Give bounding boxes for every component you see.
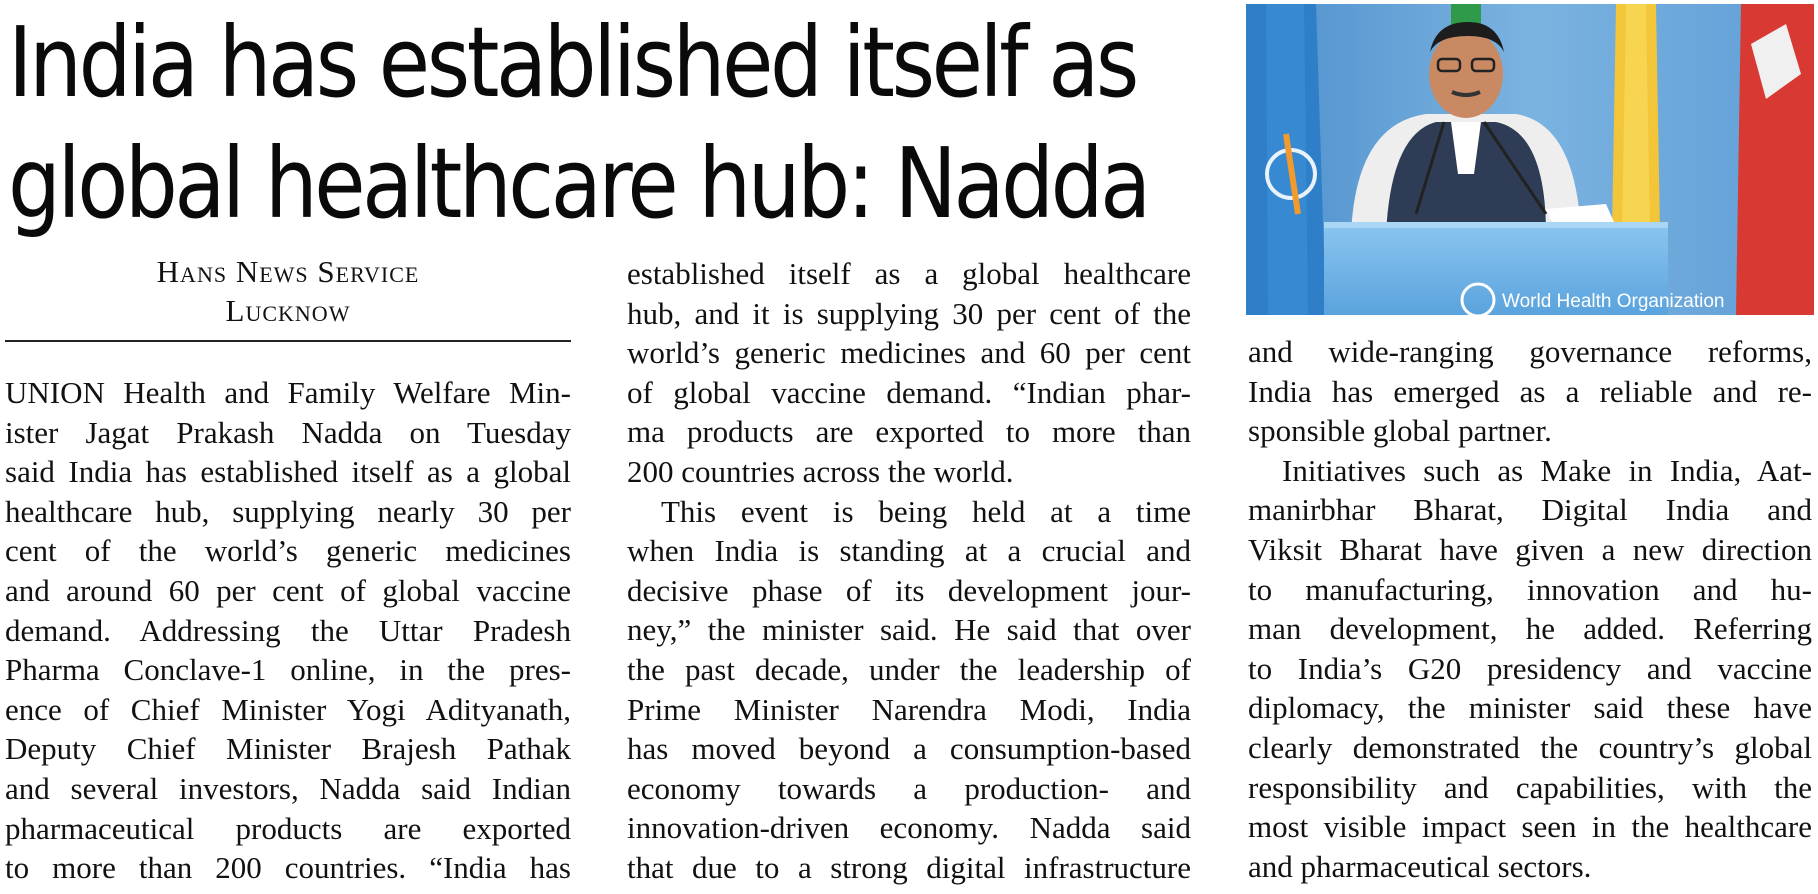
body-line: diplomacy, the minister said these have (1248, 690, 1812, 726)
body-line: that due to a strong digital infrastructure (627, 849, 1191, 885)
body-line: sponsible global partner. (1248, 413, 1552, 449)
body-line: innovation-driven economy. Nadda said (627, 810, 1191, 846)
byline-divider (5, 340, 571, 342)
body-line: said India has established itself as a global (5, 454, 571, 490)
body-line: ister Jagat Prakash Nadda on Tuesday (5, 414, 571, 450)
body-line: when India is standing at a crucial and (627, 533, 1191, 569)
body-line: clearly demonstrated the country’s global (1248, 729, 1812, 765)
body-line: and pharmaceutical sectors. (1248, 848, 1592, 884)
body-line: ma products are exported to more than (627, 414, 1191, 450)
body-line: manirbhar Bharat, Digital India and (1248, 492, 1812, 528)
body-line: healthcare hub, supplying nearly 30 per (5, 493, 571, 529)
podium-text: World Health Organization (1502, 291, 1725, 312)
body-line: decisive phase of its development jour- (627, 572, 1191, 608)
article-column-3 (1248, 332, 1812, 886)
byline-location: Lucknow (225, 293, 351, 328)
body-line: to India’s G20 presidency and vaccine (1248, 650, 1812, 686)
byline-agency: Hans News Service (156, 254, 420, 289)
body-line: to more than 200 countries. “India has (5, 850, 571, 886)
body-line: Deputy Chief Minister Brajesh Pathak (5, 731, 571, 767)
article-photo (1246, 4, 1814, 315)
body-line: responsibility and capabilities, with the (1248, 769, 1812, 805)
body-line: world’s generic medicines and 60 per cent (627, 335, 1191, 371)
body-line: Prime Minister Narendra Modi, India (627, 691, 1191, 727)
article-column-2 (627, 254, 1191, 888)
body-line: India has emerged as a reliable and re- (1248, 373, 1812, 409)
body-line: Initiatives such as Make in India, Aat- (1282, 452, 1812, 488)
body-line: the past decade, under the leadership of (627, 651, 1191, 687)
headline (8, 2, 1148, 244)
byline (5, 252, 571, 330)
body-line: pharmaceutical products are exported (5, 810, 571, 846)
article-column-1 (5, 373, 571, 888)
body-line: Pharma Conclave-1 online, in the pres- (5, 652, 571, 688)
body-line: 200 countries across the world. (627, 453, 1014, 489)
body-line: man development, he added. Referring (1248, 611, 1812, 647)
minister-at-podium-illustration (1246, 4, 1814, 315)
body-line: UNION Health and Family Welfare Min- (5, 375, 571, 410)
body-line: demand. Addressing the Uttar Pradesh (5, 612, 571, 648)
headline-line-2: global healthcare hub: Nadda (8, 127, 1148, 240)
body-line: established itself as a global healthcare (627, 256, 1191, 291)
body-line: and around 60 per cent of global vaccine (5, 572, 571, 608)
body-line: economy towards a production- and (627, 770, 1191, 806)
body-line: and several investors, Nadda said Indian (5, 770, 571, 806)
body-line: to manufacturing, innovation and hu- (1248, 571, 1812, 607)
body-line: cent of the world’s generic medicines (5, 533, 571, 569)
body-line: Viksit Bharat have given a new direction (1248, 531, 1812, 567)
body-line: and wide-ranging governance reforms, (1248, 334, 1812, 369)
body-line: of global vaccine demand. “Indian phar- (627, 374, 1191, 410)
body-line: This event is being held at a time (661, 493, 1191, 529)
body-line: most visible impact seen in the healthcare (1248, 809, 1812, 845)
body-line: hub, and it is supplying 30 per cent of the (627, 295, 1191, 331)
body-line: ence of Chief Minister Yogi Adityanath, (5, 691, 571, 727)
headline-line-1: India has established itself as (8, 6, 1136, 119)
body-line: ney,” the minister said. He said that over (627, 612, 1191, 648)
body-line: has moved beyond a consumption-based (627, 731, 1191, 767)
